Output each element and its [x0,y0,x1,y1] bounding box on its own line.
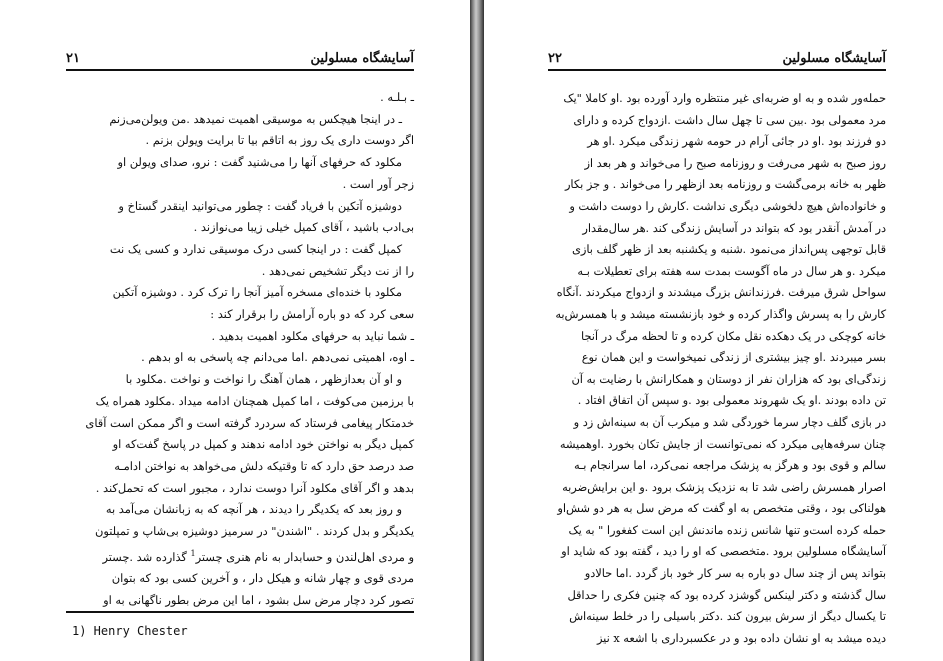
text-line: کمپل دیگر به نواختن خود ادامه ندهند و کمپل در پاسخ گفت‌که او [112,437,414,452]
text-line: سعی کرد که دو باره آرامش را برقرار کند : [210,307,414,322]
text-line: کارش را به پسرش واگذار کرده و خود بازنشسته میشد و با همسرش‌به [555,307,886,321]
text-line: سالم و قوی بود و هرگز به پزشک مراجعه نمی‌کرد، اما سرانجام بـه [573,459,886,473]
text-line: بی‌ادب باشید ، آقای کمپل خیلی زیبا می‌نوازند . [193,220,414,235]
text-line: یکدیگر و بدل کردند . "اشندن" در سرمیز دوشیزه بی‌شاپ و تمپلتون [94,524,414,539]
text-line: سواحل شرق میرفت .فرزندانش بزرگ میشدند و ازدواج میکردند .آنگاه [556,286,886,300]
footnote-marker: 1 [190,548,196,558]
text-line: هولناکی بود ، وقتی متخصص به او گفت که مرض سل به هر دو شش‌او [557,502,886,516]
text-line: خدمتکار پیغامی فرستاد که سردرد گرفته است و اگر ممکن است آقای [85,415,414,430]
page-number: ۲۱ [66,51,80,66]
text-line: قابل توجهی پس‌انداز می‌نمود .شنبه و یکشنبه بعد از ظهر گلف بازی [572,243,886,257]
text-line: زندگی‌ای بود که هزاران نفر از دوستان و همکارانش با رضایت به آن [571,372,886,386]
text-line: و او آن بعدازظهر ، همان آهنگ را نواخت و نواخت .مکلود با [125,372,402,387]
text-line: تن داده بودند .او یک شهروند معمولی بود .و سپس آن اتفاق افتاد . [577,394,886,408]
text-line: بسر میبردند .او چیز بیشتری از زندگی نمیخواست و این همان نوع [581,351,886,365]
text-line: بتواند پس از چند سال دو باره به سر کار خود باز گردد .اما حالادو [584,567,886,581]
left-page [0,0,470,661]
text-line: تا یکسال دیگر از سرش بیرون کند .دکتر باسیلی را در خلط سینه‌اش [569,610,886,624]
text-line: دو فرزند بود .او در جائی آرام در حومه شهر زندگی میکرد .او هر [587,135,886,149]
text-line: ـ در اینجا هیچکس به موسیقی اهمیت نمیدهد .من ویولن‌می‌زنم [109,111,402,126]
text-line: را از نت دیگر تشخیص نمی‌دهد . [261,263,414,278]
text-line: با برزمین می‌کوفت ، اما کمپل همچنان ادامه میداد .مکلود همراه یک [95,393,414,408]
text-line: مرد معمولی بود .بین سی تا چهل سال داشت .ازدواج کرده و دارای [573,113,886,127]
text-line: مردی قوی و چهار شانه و هیکل دار ، و آخرین کسی بود که بتوان [111,571,414,586]
page-header [548,46,886,66]
text-line: آسایشگاه مسلولین برود .متخصصی که او را دید ، گفته بود که شاید او [561,545,886,559]
page-body [540,88,886,649]
text-line: اگر دوست داری یک روز به اتاقم بیا تا برایت ویولن بزنم . [145,133,414,148]
header-rule [548,69,886,71]
text-line: در آمدش آنقدر بود که بتواند در آسایش زندگی کند .هر سال‌مقدار [582,221,886,235]
running-title: آسایشگاه مسلولین [782,51,886,66]
text-line: روز صبح به شهر می‌رفت و روزنامه صبح را می‌خواند و هر بعد از [584,156,886,170]
text-line: مکلود با خنده‌ای مسخره آمیز آنجا را ترک کرد . دوشیزه آتکین [112,285,402,300]
footnote: 1) Henry Chester [72,624,188,638]
text-line: خانه کوچکی در یک دهکده نقل مکان کرده و تا لحظه مرگ در آنجا [581,329,886,343]
text-line: میکرد .و هر سال در ماه آگوست بمدت سه هفته برای تعطیلات بـه [577,264,886,278]
page-body [66,87,414,612]
text-line: ـ اوه، اهمیتی نمی‌دهم .اما می‌دانم چه پاسخی به او بدهم . [141,350,414,365]
text-line: و خانواده‌اش هیچ دلخوشی دیگری نداشت .کارش را دوست داشت و [569,199,886,213]
text-line: ظهر به خانه برمی‌گشت و روزنامه بعد ازظهر را می‌خواند . و جز بکار [564,178,886,192]
text-line: حمله‌ور شده و به او ضربه‌ای غیر منتظره وارد آورده بود .او کاملا "یک [563,92,886,105]
text-line: زجر آور است . [342,176,414,191]
text-segment: گذارده شد .چستر [102,549,187,564]
text-line: تصور کرد دچار مرض سل بشود ، اما این مرض بطور ناگهانی به او [103,592,414,607]
text-line: دیده میشد به او نشان داده بود و در عکسبرداری با اشعه x نیز [596,631,886,645]
text-line: در بازی گلف دچار سرما خوردگی شد و میکرب آن به سینه‌اش زد و [573,415,886,429]
running-title: آسایشگاه مسلولین [310,51,414,66]
page-number: ۲۲ [548,51,562,66]
header-rule [66,69,414,71]
text-line: مکلود که حرفهای آنها را می‌شنید گفت : نرو، صدای ویولن او [117,155,402,170]
text-line: و روز بعد که یکدیگر را دیدند ، هر آنچه که به زبانشان می‌آمد به [105,502,402,517]
text-segment: و مردی اهل‌لندن و حسابدار به نام هنری چستر [195,549,414,564]
text-line: حمله کرده است‌و تنها شانس زنده ماندنش این است کفغورا " به یک [568,523,886,537]
text-line: ـ شما نباید به حرفهای مکلود اهمیت بدهید . [211,328,414,343]
text-line: چنان سرفه‌هایی میکرد که نمی‌توانست از جایش تکان بخورد .اوهمیشه [559,437,886,451]
text-line: صد درصد حق دارد که تا وقتیکه دلش می‌خواهد به نواختن ادامـه [114,458,414,473]
book-gutter [470,0,484,661]
text-line: ـ بـلـه . [380,90,414,104]
text-line: دوشیزه آتکین با فریاد گفت : چطور می‌توانید اینقدر گستاخ و [118,198,402,213]
text-line: اصرار همسرش راضی شد تا به نزدیک پزشک برود .و این برایش‌ضربه [562,480,886,494]
text-line: سال گذشته و دکتر لینکس گوشزد کرده بود که چنین فکری را حداقل [567,588,886,602]
right-page [484,0,943,661]
text-line [66,543,414,569]
page-header [66,46,414,66]
text-line: کمپل گفت : در اینجا کسی درک موسیقی ندارد و کسی یک نت [109,241,402,256]
text-line: بدهد و اگر آقای مکلود آنرا دوست ندارد ، مجبور است که تحمل‌کند . [95,480,414,495]
footnote-rule [66,611,414,613]
